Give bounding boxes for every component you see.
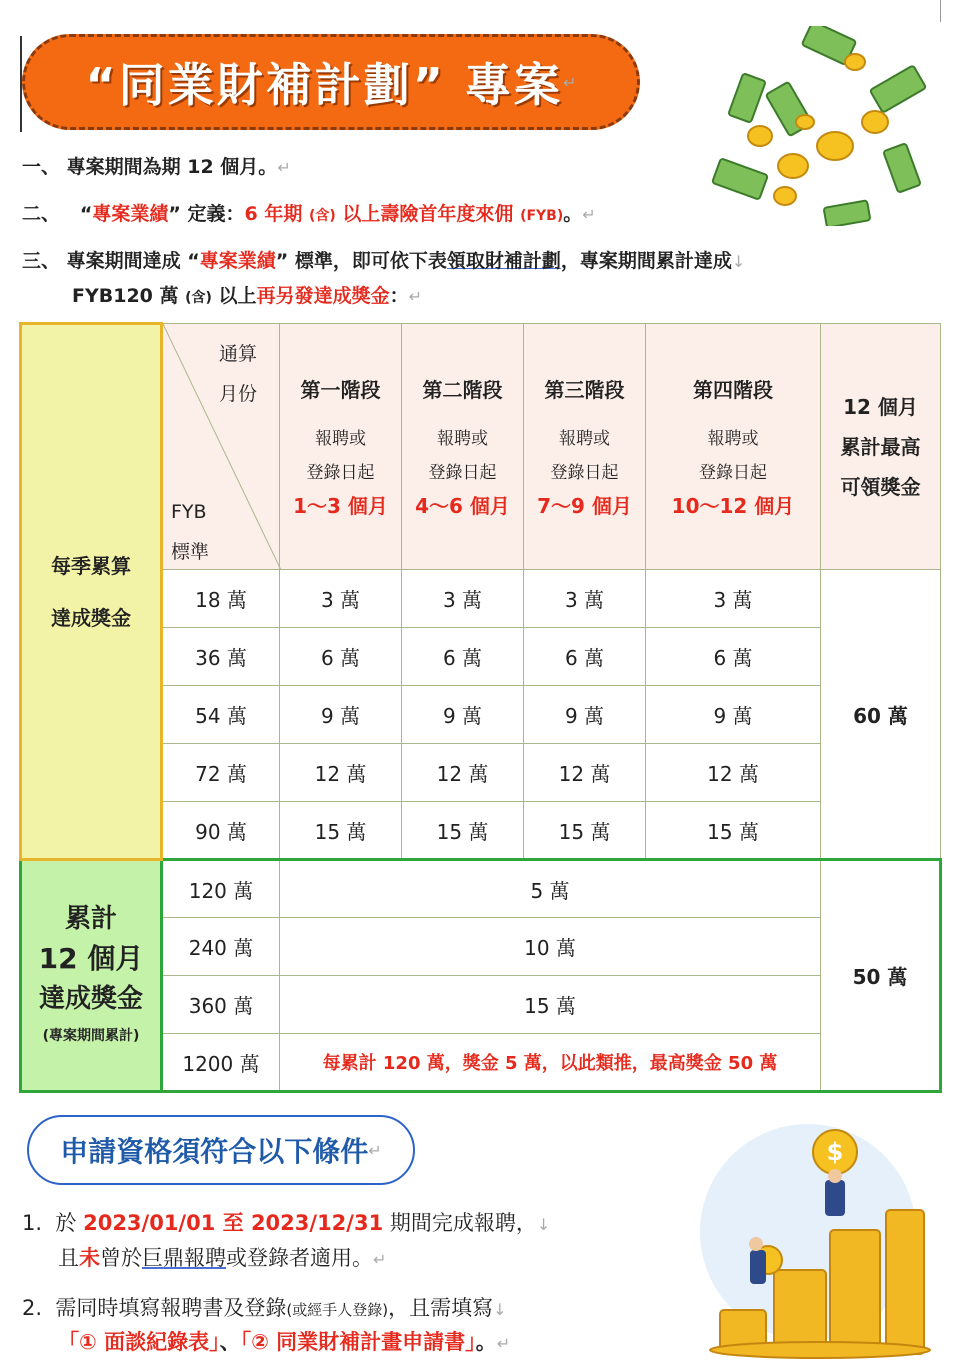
intro-line-3: 三、 專案期間達成 “專案業績” 標準，即可依下表領取財補計劃，專案期間累計達成↓	[22, 250, 746, 272]
coin-stack-icon	[690, 1110, 950, 1360]
max-bonus-header: 12 個月 累計最高 可領獎金	[821, 324, 941, 570]
stage-header-1: 第一階段 報聘或 登錄日起 1～3 個月	[280, 324, 402, 570]
money-cash-icon	[705, 26, 935, 226]
bonus-cell: 12 萬	[402, 744, 524, 802]
fyb-cell: 90 萬	[162, 802, 280, 860]
bonus-cell: 5 萬	[280, 860, 821, 918]
fyb-cell: 120 萬	[162, 860, 280, 918]
page-margin-mark	[940, 0, 941, 22]
intro-line-3b: FYB120 萬 (含) 以上再另發達成獎金：↵	[72, 285, 422, 307]
fyb-cell: 360 萬	[162, 976, 280, 1034]
bonus-cell: 3 萬	[280, 570, 402, 628]
bonus-cell: 3 萬	[402, 570, 524, 628]
bonus-cell: 6 萬	[280, 628, 402, 686]
quarter-bonus-label: 每季累算 達成獎金	[21, 324, 162, 860]
bonus-cell: 15 萬	[402, 802, 524, 860]
requirements-header: 申請資格須符合以下條件 ↵	[27, 1115, 415, 1185]
fyb-cell: 72 萬	[162, 744, 280, 802]
stage-header-2: 第二階段 報聘或 登錄日起 4～6 個月	[402, 324, 524, 570]
condition-2: 2. 需同時填寫報聘書及登錄(或經手人登錄)，且需填寫↓	[22, 1296, 507, 1320]
bonus-cell: 10 萬	[280, 918, 821, 976]
intro-line-1: 一、 專案期間為期 12 個月。↵	[22, 156, 291, 178]
corner-header: 通算 月份 FYB 標準	[162, 324, 280, 570]
fyb-cell: 36 萬	[162, 628, 280, 686]
bonus-cell: 15 萬	[280, 802, 402, 860]
bonus-cell: 9 萬	[280, 686, 402, 744]
fyb-cell: 18 萬	[162, 570, 280, 628]
bonus-cell: 15 萬	[646, 802, 821, 860]
paragraph-mark: ↵	[563, 72, 577, 92]
quarter-max-bonus: 60 萬	[821, 570, 941, 860]
fyb-cell: 54 萬	[162, 686, 280, 744]
table-row	[21, 860, 941, 918]
intro-line-2: 二、 “專案業績” 定義：6 年期 (含) 以上壽險首年度來佣 (FYB)。↵	[22, 203, 596, 225]
stage-header-3: 第三階段 報聘或 登錄日起 7～9 個月	[524, 324, 646, 570]
bonus-cell: 6 萬	[524, 628, 646, 686]
bonus-cell: 9 萬	[646, 686, 821, 744]
title-banner	[22, 34, 640, 130]
bonus-table	[19, 322, 942, 1093]
bonus-cell: 12 萬	[646, 744, 821, 802]
bonus-cell: 6 萬	[402, 628, 524, 686]
bonus-cell: 3 萬	[524, 570, 646, 628]
stage-header-4: 第四階段 報聘或 登錄日起 10～12 個月	[646, 324, 821, 570]
bonus-cell: 9 萬	[524, 686, 646, 744]
bonus-cell: 15 萬	[280, 976, 821, 1034]
page-title: “同業財補計劃” 專案	[85, 58, 564, 112]
condition-2b: 「① 面談紀錄表」、「② 同業財補計畫申請書」。↵	[58, 1330, 511, 1354]
bonus-cell: 12 萬	[280, 744, 402, 802]
cumulative-max-bonus: 50 萬	[821, 860, 941, 1092]
financial-plan-link[interactable]: 領取財補計劃	[446, 250, 561, 272]
fyb-cell: 1200 萬	[162, 1034, 280, 1092]
svg-text:$: $	[826, 1138, 844, 1166]
cumulative-bonus-label: 累計 12 個月 達成獎金 (專案期間累計)	[21, 860, 162, 1092]
bonus-cell: 12 萬	[524, 744, 646, 802]
bonus-note-cell: 每累計 120 萬，獎金 5 萬，以此類推，最高獎金 50 萬	[280, 1034, 821, 1092]
condition-1b: 且未曾於巨鼎報聘或登錄者適用。↵	[58, 1246, 387, 1270]
condition-1: 1. 於 2023/01/01 至 2023/12/31 期間完成報聘，↓	[22, 1211, 551, 1235]
fyb-cell: 240 萬	[162, 918, 280, 976]
bonus-cell: 15 萬	[524, 802, 646, 860]
bonus-cell: 9 萬	[402, 686, 524, 744]
bonus-cell: 3 萬	[646, 570, 821, 628]
bonus-cell: 6 萬	[646, 628, 821, 686]
